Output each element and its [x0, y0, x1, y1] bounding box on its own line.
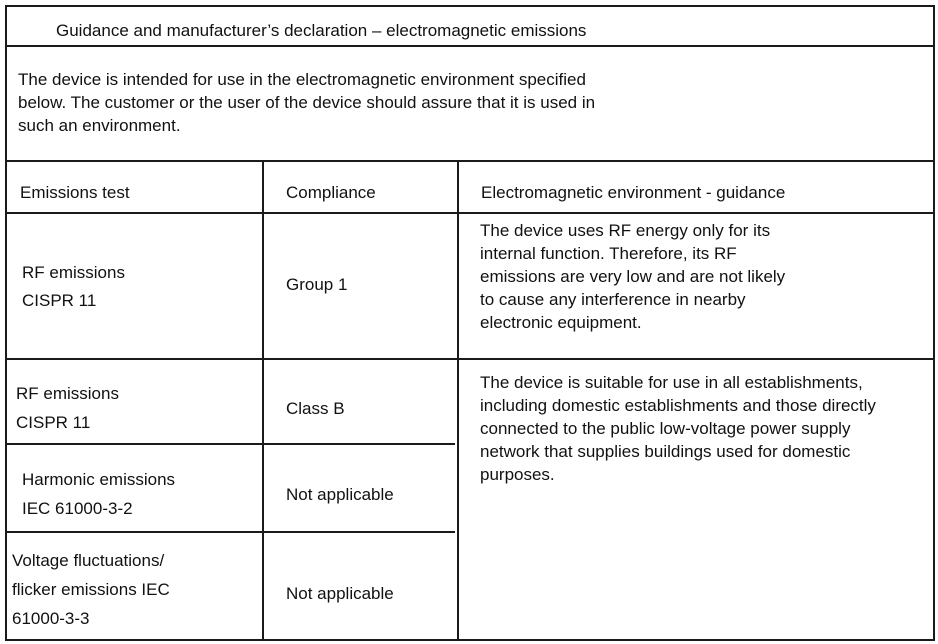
- document-title: Guidance and manufacturer’s declaration – electromagnetic emissions: [56, 21, 587, 40]
- header-compliance: Compliance: [286, 183, 376, 202]
- row-1-compliance: Group 1: [286, 275, 348, 294]
- header-guidance: Electromagnetic environment - guidance: [481, 183, 786, 202]
- intro-paragraph: The device is intended for use in the electromagnetic environment specified below. The customer or the user of the device should assure that it is used in such an environment.: [18, 70, 596, 135]
- rule-below-row-1: [7, 358, 933, 360]
- row-3-emissions-test: Harmonic emissions IEC 61000-3-2: [22, 470, 176, 518]
- emissions-declaration-table: [5, 5, 935, 641]
- row-3-compliance: Not applicable: [286, 485, 394, 504]
- row-4-emissions-test: Voltage fluctuations/ flicker emissions IEC 61000-3-3: [12, 551, 170, 628]
- rule-below-row-2: [7, 443, 455, 445]
- row-2-emissions-test: RF emissions CISPR 11: [16, 384, 119, 432]
- row-2-guidance: The device is suitable for use in all establishments, including domestic establishments and those directly connected to the public low-voltage power supply network that supplies buildings used for domestic purposes.: [480, 373, 876, 484]
- rule-below-title: [7, 45, 933, 47]
- row-1-guidance: The device uses RF energy only for its internal function. Therefore, its RF emissions are very low and are not likely to cause any interference in nearby electronic equipment.: [480, 221, 786, 332]
- rule-below-header: [7, 212, 933, 214]
- rule-below-intro: [7, 160, 933, 162]
- row-2-compliance: Class B: [286, 399, 345, 418]
- row-4-compliance: Not applicable: [286, 584, 394, 603]
- column-divider-1: [262, 162, 264, 639]
- row-1-emissions-test: RF emissions CISPR 11: [22, 263, 125, 310]
- column-divider-2: [457, 162, 459, 639]
- header-emissions-test: Emissions test: [20, 183, 130, 202]
- rule-below-row-3: [7, 531, 455, 533]
